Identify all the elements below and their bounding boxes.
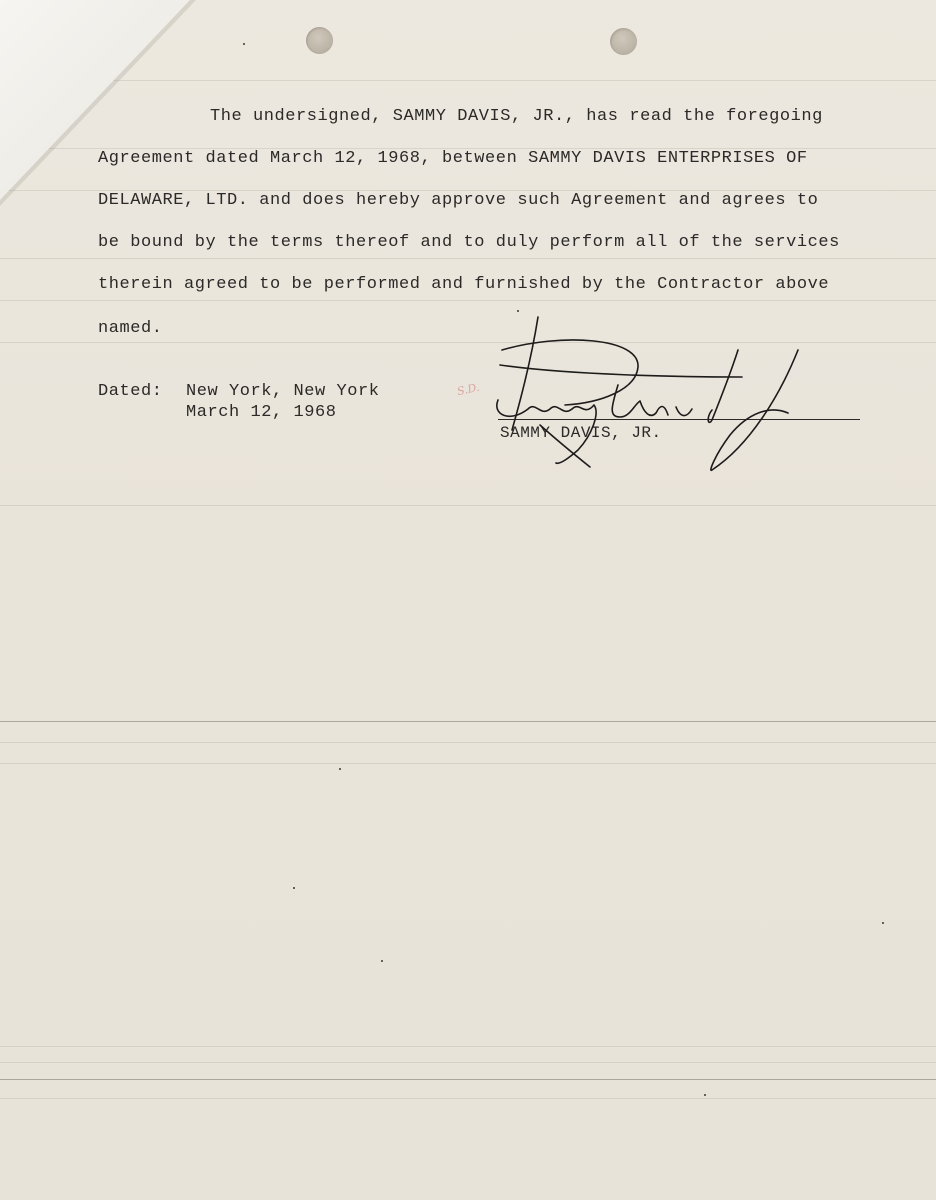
paragraph-line: be bound by the terms thereof and to duly perform all of the services xyxy=(98,233,840,252)
ruled-line xyxy=(0,1046,936,1047)
ruled-line xyxy=(0,80,936,81)
ink-speck xyxy=(517,310,519,312)
ruled-line xyxy=(0,721,936,722)
ruled-line xyxy=(0,1079,936,1080)
ruled-line xyxy=(0,1062,936,1063)
dated-place: New York, New York xyxy=(186,382,380,401)
red-initials: S.D. xyxy=(455,380,481,399)
ink-speck xyxy=(381,960,383,962)
ink-speck xyxy=(293,887,295,889)
ruled-line xyxy=(0,505,936,506)
ink-speck xyxy=(704,1094,706,1096)
ink-speck xyxy=(339,768,341,770)
ruled-line xyxy=(0,300,936,301)
paragraph-line: named. xyxy=(98,319,163,338)
paragraph-line: The undersigned, SAMMY DAVIS, JR., has read the foregoing xyxy=(210,107,823,126)
paragraph-line: Agreement dated March 12, 1968, between SAMMY DAVIS ENTERPRISES OF xyxy=(98,149,808,168)
ink-speck xyxy=(882,922,884,924)
paragraph-line: therein agreed to be performed and furnished by the Contractor above xyxy=(98,275,830,294)
handwritten-signature xyxy=(480,305,820,480)
punch-hole xyxy=(306,27,333,54)
paragraph-line: DELAWARE, LTD. and does hereby approve such Agreement and agrees to xyxy=(98,191,819,210)
dated-date: March 12, 1968 xyxy=(186,403,337,422)
ruled-line xyxy=(0,258,936,259)
punch-hole xyxy=(610,28,637,55)
ruled-line xyxy=(0,763,936,764)
ink-speck xyxy=(243,43,245,45)
folded-corner xyxy=(0,0,190,200)
signatory-name: SAMMY DAVIS, JR. xyxy=(500,424,662,442)
ruled-line xyxy=(0,742,936,743)
dated-label: Dated: xyxy=(98,382,163,401)
ruled-line xyxy=(0,1098,936,1099)
